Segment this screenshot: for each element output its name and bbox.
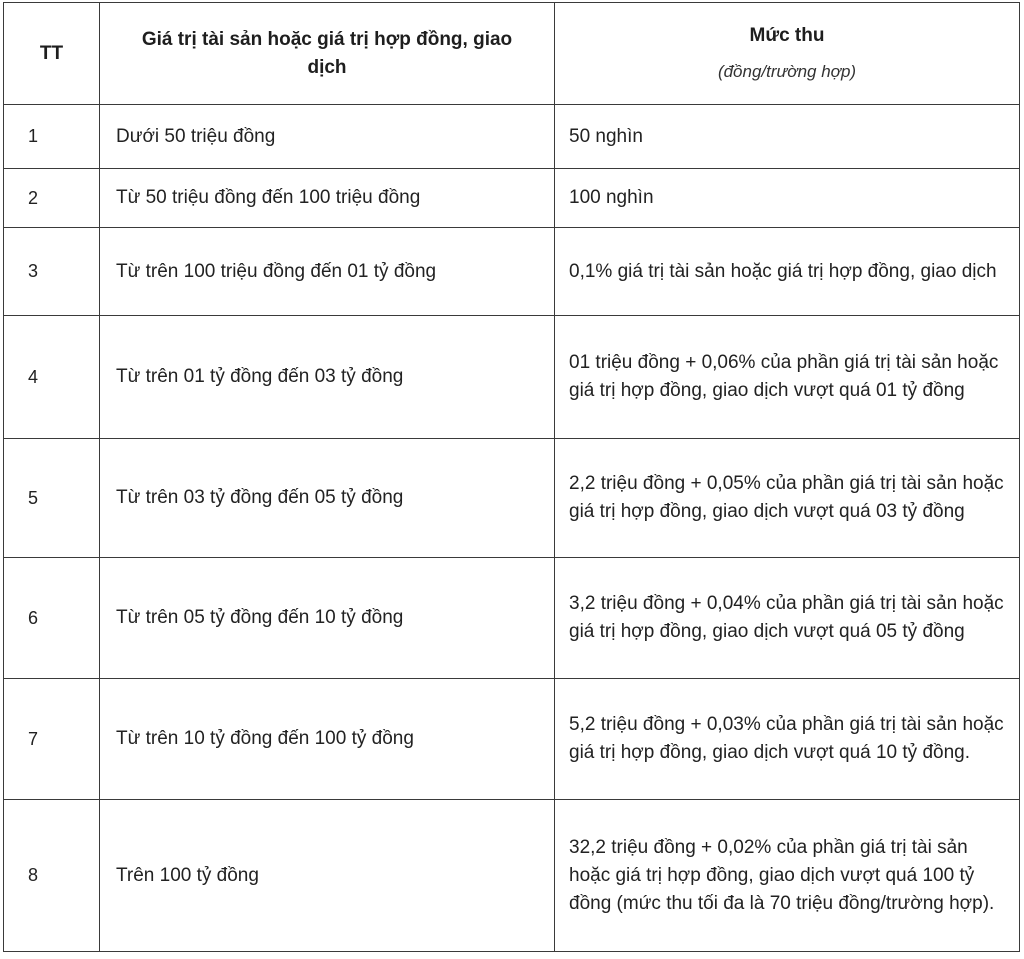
table-row xyxy=(4,169,1020,228)
table-row xyxy=(4,800,1020,952)
table-row xyxy=(4,316,1020,439)
header-fee-unit: (đồng/trường hợp) xyxy=(717,61,857,81)
table-row xyxy=(4,558,1020,679)
row-number: 5 xyxy=(4,439,100,558)
table-row xyxy=(4,228,1020,316)
row-number: 6 xyxy=(4,558,100,679)
row-value-range: Từ trên 03 tỷ đồng đến 05 tỷ đồng xyxy=(100,439,555,558)
header-fee-column xyxy=(555,3,1020,105)
row-number: 3 xyxy=(4,228,100,316)
row-number: 8 xyxy=(4,800,100,952)
row-value-range: Từ trên 05 tỷ đồng đến 10 tỷ đồng xyxy=(100,558,555,679)
fee-schedule-table xyxy=(3,2,1020,952)
row-fee: 5,2 triệu đồng + 0,03% của phần giá trị tài sản hoặc giá trị hợp đồng, giao dịch vượt quá 10 tỷ đồng. xyxy=(555,679,1020,800)
row-number: 7 xyxy=(4,679,100,800)
row-fee: 32,2 triệu đồng + 0,02% của phần giá trị tài sản hoặc giá trị hợp đồng, giao dịch vượt quá 100 tỷ đồng (mức thu tối đa là 70 triệu đồng/trường hợp). xyxy=(555,800,1020,952)
row-value-range: Từ 50 triệu đồng đến 100 triệu đồng xyxy=(100,169,555,228)
row-fee: 100 nghìn xyxy=(555,169,1020,228)
row-value-range: Từ trên 10 tỷ đồng đến 100 tỷ đồng xyxy=(100,679,555,800)
row-number: 4 xyxy=(4,316,100,439)
header-tt: TT xyxy=(4,3,100,105)
row-fee: 2,2 triệu đồng + 0,05% của phần giá trị tài sản hoặc giá trị hợp đồng, giao dịch vượt quá 03 tỷ đồng xyxy=(555,439,1020,558)
row-fee: 50 nghìn xyxy=(555,105,1020,169)
header-value-column xyxy=(100,3,555,105)
header-fee-label: Mức thu xyxy=(749,24,825,46)
row-value-range: Từ trên 01 tỷ đồng đến 03 tỷ đồng xyxy=(100,316,555,439)
row-number: 2 xyxy=(4,169,100,228)
header-value-label: Giá trị tài sản hoặc giá trị hợp đồng, giao dịch xyxy=(141,28,513,78)
table-header-row xyxy=(4,3,1020,105)
row-value-range: Trên 100 tỷ đồng xyxy=(100,800,555,952)
table-row xyxy=(4,439,1020,558)
row-fee: 3,2 triệu đồng + 0,04% của phần giá trị tài sản hoặc giá trị hợp đồng, giao dịch vượt quá 05 tỷ đồng xyxy=(555,558,1020,679)
row-fee: 01 triệu đồng + 0,06% của phần giá trị tài sản hoặc giá trị hợp đồng, giao dịch vượt quá 01 tỷ đồng xyxy=(555,316,1020,439)
row-value-range: Từ trên 100 triệu đồng đến 01 tỷ đồng xyxy=(100,228,555,316)
table-row xyxy=(4,679,1020,800)
table-row xyxy=(4,105,1020,169)
row-value-range: Dưới 50 triệu đồng xyxy=(100,105,555,169)
row-number: 1 xyxy=(4,105,100,169)
row-fee: 0,1% giá trị tài sản hoặc giá trị hợp đồng, giao dịch xyxy=(555,228,1020,316)
